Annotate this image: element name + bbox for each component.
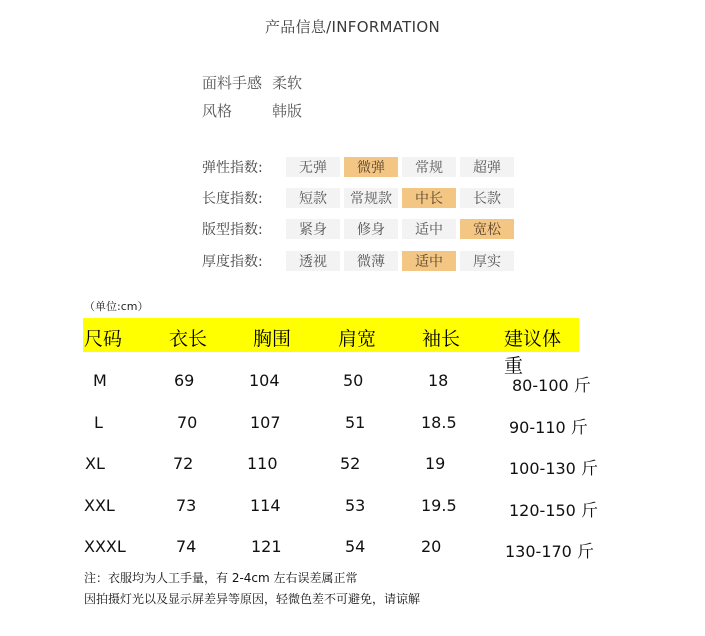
measurement-note: 注：衣服均为人工手量，有 2-4cm 左右误差属正常 [84,571,358,585]
length-index-row [202,188,518,208]
length-index-label: 长度指数: [202,191,263,207]
table-row-xxl-shoulder: 53 [345,496,366,515]
fit-option-slim: 修身 [344,219,398,239]
table-row-xl-sleeve: 19 [425,454,446,473]
fabric-feel-label: 面料手感 [202,74,263,92]
length-option-regular: 常规款 [344,188,398,208]
color-note: 因拍摄灯光以及显示屏差异等原因，轻微色差不可避免，请谅解 [84,592,421,606]
table-row-m-chest: 104 [249,371,280,390]
header-chest: 胸围 [253,328,292,350]
header-size: 尺码 [84,328,123,350]
thickness-option-moderate: 适中 [402,251,456,271]
table-row-m-size: M [93,371,107,390]
table-row-xxl-sleeve: 19.5 [421,496,457,515]
table-row-xxxl-sleeve: 20 [421,537,442,556]
elasticity-option-super: 超弹 [460,157,514,177]
elasticity-option-regular: 常规 [402,157,456,177]
length-option-short: 短款 [286,188,340,208]
table-row-xxxl-shoulder: 54 [345,537,366,556]
table-row-m-sleeve: 18 [428,371,449,390]
table-row-l-weight: 90-110 斤 [509,418,588,438]
style-value: 韩版 [272,102,303,120]
thickness-option-thin: 微薄 [344,251,398,271]
table-row-xxl-length: 73 [176,496,197,515]
fabric-feel-row [202,72,302,93]
table-row-l-sleeve: 18.5 [421,413,457,432]
table-row-xl-shoulder: 52 [340,454,361,473]
table-row-xxxl-chest: 121 [251,537,282,556]
table-row-xl-chest: 110 [247,454,278,473]
fit-option-tight: 紧身 [286,219,340,239]
thickness-option-sheer: 透视 [286,251,340,271]
table-row-xxl-weight: 120-150 斤 [509,501,598,521]
table-row-l-length: 70 [177,413,198,432]
table-row-xl-length: 72 [173,454,194,473]
table-row-xxl-size: XXL [84,496,115,515]
length-option-long: 长款 [460,188,514,208]
length-option-mid: 中长 [402,188,456,208]
thickness-option-thick: 厚实 [460,251,514,271]
table-row-xl-weight: 100-130 斤 [509,459,598,479]
header-weight: 建议体重 [504,328,562,377]
table-row-l-chest: 107 [250,413,281,432]
header-length: 衣长 [169,328,208,350]
fit-option-moderate: 适中 [402,219,456,239]
thickness-index-label: 厚度指数: [202,254,263,270]
table-row-l-shoulder: 51 [345,413,366,432]
table-row-xxxl-size: XXXL [84,537,126,556]
size-table-header [83,318,579,377]
table-row-m-weight: 80-100 斤 [512,376,591,396]
header-sleeve: 袖长 [422,328,461,350]
table-row-xxl-chest: 114 [250,496,281,515]
elasticity-option-none: 无弹 [286,157,340,177]
table-row-xxxl-weight: 130-170 斤 [505,542,594,562]
table-row-m-shoulder: 50 [343,371,364,390]
unit-label: （单位:cm） [84,300,149,313]
style-row [202,100,302,121]
table-row-xxxl-length: 74 [176,537,197,556]
fit-index-label: 版型指数: [202,222,263,238]
table-row-xl-size: XL [85,454,105,473]
header-shoulder: 肩宽 [338,328,377,350]
elasticity-option-slight: 微弹 [344,157,398,177]
fit-option-loose: 宽松 [460,219,514,239]
thickness-index-row [202,251,518,271]
style-label: 风格 [202,102,233,120]
page-title: 产品信息/INFORMATION [264,18,440,36]
elasticity-index-label: 弹性指数: [202,160,263,176]
table-row-m-length: 69 [174,371,195,390]
table-row-l-size: L [94,413,103,432]
fabric-feel-value: 柔软 [272,74,303,92]
elasticity-index-row [202,157,518,177]
fit-index-row [202,219,518,239]
